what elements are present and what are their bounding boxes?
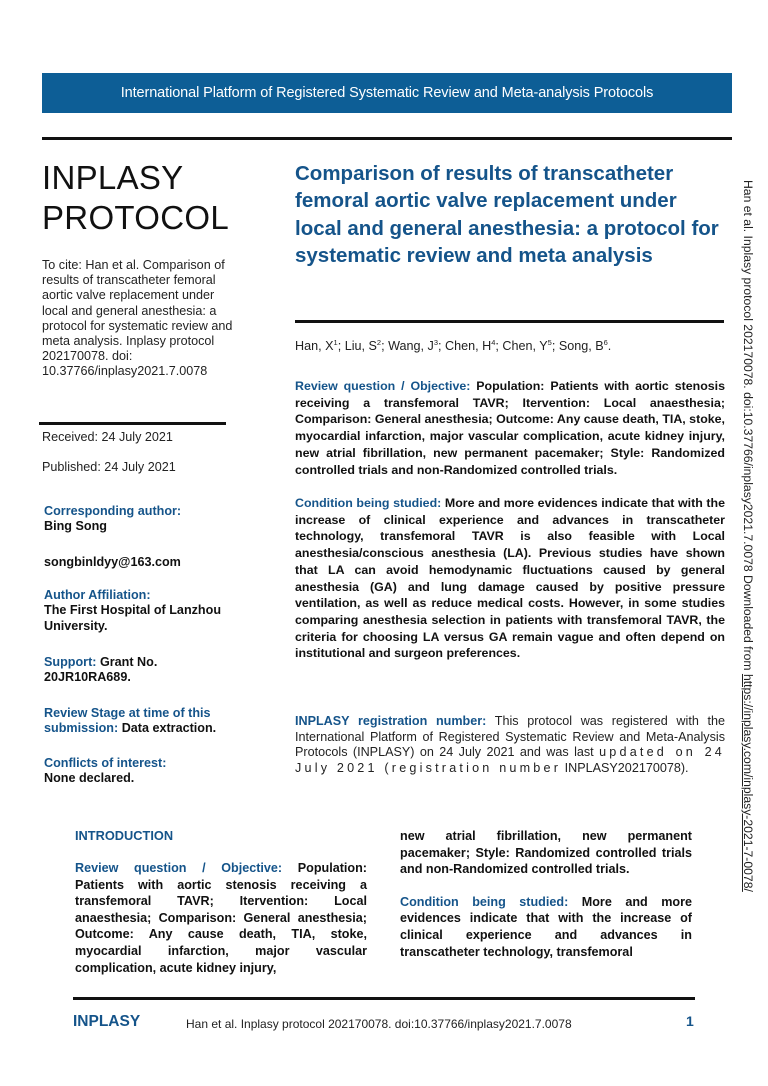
intro-condition-text: More and more evidences indicate that with the increase of clinical experience and advances in transcatheter technology, transfemoral: [400, 894, 692, 959]
paper-title: Comparison of results of transcatheter femoral aortic valve replacement under local and general anesthesia: a protocol for systematic review and meta analysis: [295, 162, 719, 267]
intro-review-text: Population: Patients with aortic stenosis receiving a transfemoral TAVR; Itervention: Local anaesthesia; Comparison: General anesthesia; Outcome: Any cause death, TIA, stoke, myocardial infarction, major vascular complication, acute kidney injury,: [75, 861, 368, 975]
top-divider: [42, 137, 732, 140]
intro-column-left: [75, 860, 367, 976]
author: Liu, $S^2$;: [344, 337, 389, 353]
review-question-text: Population: Patients with aortic stenosis receiving a transfemoral TAVR; Itervention: Local anaesthesia; Comparison: General anesthesia; Outcome: Any cause death, TIA, stoke, myocardial infarction, major vascular complication, acute kidney injury, new atrial fibrillation, new permanent pacemaker; Style: Randomized controlled trials and non-Randomized controlled trials.: [295, 379, 725, 477]
download-margin-note: [741, 180, 755, 892]
title-divider: [295, 320, 724, 323]
footer-divider: [73, 997, 695, 1000]
margin-note-text: Han et al. Inplasy protocol 202170078. doi:10.37766/inplasy2021.7.0078 Downloaded from: [741, 180, 755, 674]
citation-divider: [39, 422, 226, 425]
support-info: [44, 655, 194, 686]
registration-number: INPLASY202170078).: [564, 760, 689, 775]
intro-column-right: [400, 828, 692, 960]
author: Wang, $J^3$;: [388, 337, 445, 353]
author: Han, $X^1$;: [295, 337, 345, 353]
footer-citation: Han et al. Inplasy protocol 202170078. doi:10.37766/inplasy2021.7.0078: [186, 1017, 572, 1031]
intro-condition-label: Condition being studied:: [400, 894, 569, 909]
registration-text: This protocol was registered with the International Platform of Registered Systematic Review and Meta-Analysis Protocols (INPLASY) on 24 July 2021 and was last: [295, 714, 725, 760]
received-date: Received: 24 July 2021: [42, 430, 173, 444]
corresponding-author: [44, 504, 244, 535]
support-label: Support:: [44, 655, 97, 669]
author-email[interactable]: [44, 555, 244, 570]
citation-text: To cite: Han et al. Comparison of results of transcatheter femoral aortic valve replacement under local and general anesthesia: a protocol for systematic review and meta analysis. Inplasy protocol 202170078. doi: 10.37766/inplasy2021.7.0078: [42, 258, 233, 379]
corresponding-author-label: Corresponding author:: [44, 504, 182, 518]
affiliation-label: Author Affiliation:: [44, 588, 151, 602]
protocol-heading-line1: INPLASY: [42, 159, 184, 196]
published-date: Published: 24 July 2021: [42, 460, 176, 474]
intro-review-text-cont: new atrial fibrillation, new permanent pacemaker; Style: Randomized controlled trials and non-Randomized controlled trials.: [400, 829, 692, 877]
author-affiliation: [44, 588, 244, 634]
conflicts-of-interest: [44, 756, 244, 787]
condition-label: Condition being studied:: [295, 496, 442, 510]
registration-text-spaced: updated on 24 July 2021 (registration number: [295, 745, 726, 775]
author: Chen, $H^4$;: [444, 337, 503, 353]
review-stage: [44, 706, 244, 737]
conflicts-value: None declared.: [44, 771, 135, 786]
download-link[interactable]: https://inplasy.com/inplasy-2021-7-0078/: [741, 673, 755, 892]
registration-label: INPLASY registration number:: [295, 714, 487, 728]
affiliation-value: The First Hospital of Lanzhou University.: [44, 603, 222, 633]
support-value: Grant No. 20JR10RA689.: [44, 655, 158, 685]
introduction-heading: INTRODUCTION: [75, 828, 174, 843]
author: Chen, $Y^5$;: [502, 337, 559, 353]
author-list: [295, 339, 611, 353]
protocol-heading: [42, 158, 229, 238]
intro-review-label: Review question / Objective:: [75, 861, 283, 875]
review-question-section: [295, 378, 725, 478]
protocol-heading-line2: PROTOCOL: [42, 199, 229, 236]
condition-section: [295, 495, 725, 662]
conflicts-label: Conflicts of interest:: [44, 756, 167, 770]
review-stage-value: Data extraction.: [121, 721, 217, 736]
page-number: 1: [686, 1013, 694, 1029]
registration-section: [295, 714, 725, 776]
condition-text: More and more evidences indicate that with the increase of clinical experience and advances in transcatheter technology, transfemoral TAVR is also feasible with Local anesthesia/conscious anesthesia (LA). Previous studies have shown that LA can avoid hemodynamic fluctuations caused by general anesthesia (GA) and lung damage caused by positive pressure ventilation, as well as reduce medical costs. However, in some studies comparing anesthesia selection in patients with transfemoral TAVR, the criteria for choosing LA versus GA remain vague and often depend on institutional and surgeon preferences.: [295, 496, 725, 661]
review-stage-label: Review Stage at time of this submission:: [44, 706, 211, 736]
author: Song, $B^6$.: [558, 337, 612, 353]
banner-text: International Platform of Registered Systematic Review and Meta-analysis Protocols: [120, 85, 654, 101]
corresponding-author-name: Bing Song: [44, 519, 107, 534]
review-question-label: Review question / Objective:: [295, 379, 471, 393]
email-link[interactable]: songbinldyy@163.com: [44, 555, 181, 569]
journal-banner: [42, 73, 732, 113]
footer-brand: INPLASY: [73, 1013, 141, 1030]
